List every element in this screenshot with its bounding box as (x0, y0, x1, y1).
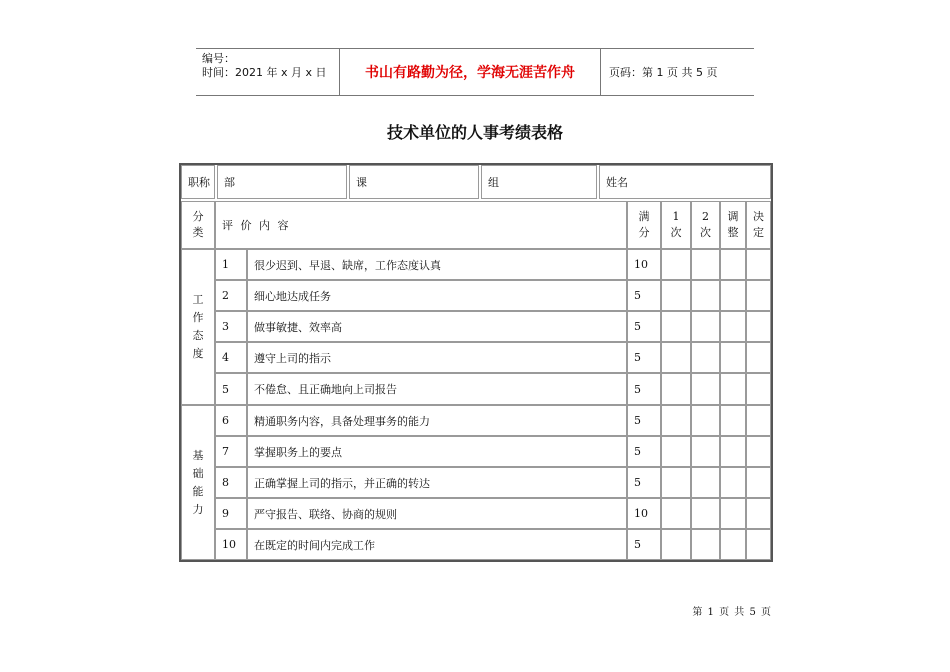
adjust-cell[interactable] (720, 436, 746, 467)
row-score: 5 (627, 311, 661, 342)
first-review-header: 1 次 (661, 201, 691, 249)
adjust-cell[interactable] (720, 373, 746, 405)
row-score: 5 (627, 436, 661, 467)
motto: 书山有路勤为径，学海无涯苦作舟 (339, 49, 601, 95)
category-header: 分 类 (181, 201, 215, 249)
row-score: 5 (627, 373, 661, 405)
row-score: 5 (627, 529, 661, 560)
second-review-cell[interactable] (691, 342, 720, 373)
decide-cell[interactable] (746, 467, 771, 498)
row-number: 7 (215, 436, 247, 467)
second-review-header: 2 次 (691, 201, 720, 249)
row-text: 正确掌握上司的指示，并正确的转达 (247, 467, 627, 498)
document-header (196, 48, 754, 96)
second-review-cell[interactable] (691, 498, 720, 529)
row-text: 细心地达成任务 (247, 280, 627, 311)
group-basic-ability: 基 础 能 力 (181, 405, 215, 560)
decide-cell[interactable] (746, 249, 771, 280)
group-work-attitude: 工 作 态 度 (181, 249, 215, 405)
row-number: 8 (215, 467, 247, 498)
row-number: 3 (215, 311, 247, 342)
first-review-cell[interactable] (661, 436, 691, 467)
row-score: 5 (627, 280, 661, 311)
row-text: 严守报告、联络、协商的规则 (247, 498, 627, 529)
adjust-cell[interactable] (720, 467, 746, 498)
first-review-cell[interactable] (661, 405, 691, 436)
first-review-cell[interactable] (661, 373, 691, 405)
row-number: 2 (215, 280, 247, 311)
decide-cell[interactable] (746, 342, 771, 373)
adjust-cell[interactable] (720, 280, 746, 311)
dept-field[interactable]: 部 (217, 165, 347, 199)
first-review-cell[interactable] (661, 280, 691, 311)
row-number: 4 (215, 342, 247, 373)
decide-cell[interactable] (746, 529, 771, 560)
row-number: 1 (215, 249, 247, 280)
decide-cell[interactable] (746, 436, 771, 467)
time-label: 时间：2021 年 x 月 x 日 (202, 66, 327, 79)
row-number: 9 (215, 498, 247, 529)
header-meta (196, 49, 339, 95)
page-footer: 第 1 页 共 5 页 (692, 607, 772, 618)
row-number: 10 (215, 529, 247, 560)
second-review-cell[interactable] (691, 467, 720, 498)
adjust-header: 调 整 (720, 201, 746, 249)
row-text: 精通职务内容，具备处理事务的能力 (247, 405, 627, 436)
page-title: 技术单位的人事考绩表格 (386, 123, 563, 142)
adjust-cell[interactable] (720, 249, 746, 280)
row-number: 5 (215, 373, 247, 405)
first-review-cell[interactable] (661, 529, 691, 560)
section-field[interactable]: 课 (349, 165, 479, 199)
second-review-cell[interactable] (691, 436, 720, 467)
adjust-cell[interactable] (720, 405, 746, 436)
name-field[interactable]: 姓名 (599, 165, 771, 199)
full-score-header: 满 分 (627, 201, 661, 249)
row-score: 5 (627, 342, 661, 373)
row-text: 在既定的时间内完成工作 (247, 529, 627, 560)
decide-header: 决 定 (746, 201, 771, 249)
first-review-cell[interactable] (661, 498, 691, 529)
row-score: 5 (627, 405, 661, 436)
content-header: 评 价 内 容 (215, 201, 627, 249)
title-label: 职称 (181, 165, 215, 199)
adjust-cell[interactable] (720, 529, 746, 560)
row-text: 做事敏捷、效率高 (247, 311, 627, 342)
adjust-cell[interactable] (720, 498, 746, 529)
page-info: 页码：第 1 页 共 5 页 (609, 66, 718, 79)
decide-cell[interactable] (746, 498, 771, 529)
first-review-cell[interactable] (661, 467, 691, 498)
row-text: 掌握职务上的要点 (247, 436, 627, 467)
row-score: 5 (627, 467, 661, 498)
adjust-cell[interactable] (720, 311, 746, 342)
row-number: 6 (215, 405, 247, 436)
decide-cell[interactable] (746, 280, 771, 311)
row-text: 很少迟到、早退、缺席，工作态度认真 (247, 249, 627, 280)
row-score: 10 (627, 498, 661, 529)
decide-cell[interactable] (746, 373, 771, 405)
row-text: 不倦怠、且正确地向上司报告 (247, 373, 627, 405)
first-review-cell[interactable] (661, 249, 691, 280)
second-review-cell[interactable] (691, 280, 720, 311)
row-score: 10 (627, 249, 661, 280)
group-field[interactable]: 组 (481, 165, 597, 199)
decide-cell[interactable] (746, 311, 771, 342)
appraisal-table (179, 163, 773, 562)
second-review-cell[interactable] (691, 405, 720, 436)
adjust-cell[interactable] (720, 342, 746, 373)
number-label: 编号： (202, 52, 235, 65)
decide-cell[interactable] (746, 405, 771, 436)
second-review-cell[interactable] (691, 311, 720, 342)
first-review-cell[interactable] (661, 311, 691, 342)
first-review-cell[interactable] (661, 342, 691, 373)
second-review-cell[interactable] (691, 529, 720, 560)
row-text: 遵守上司的指示 (247, 342, 627, 373)
second-review-cell[interactable] (691, 249, 720, 280)
second-review-cell[interactable] (691, 373, 720, 405)
